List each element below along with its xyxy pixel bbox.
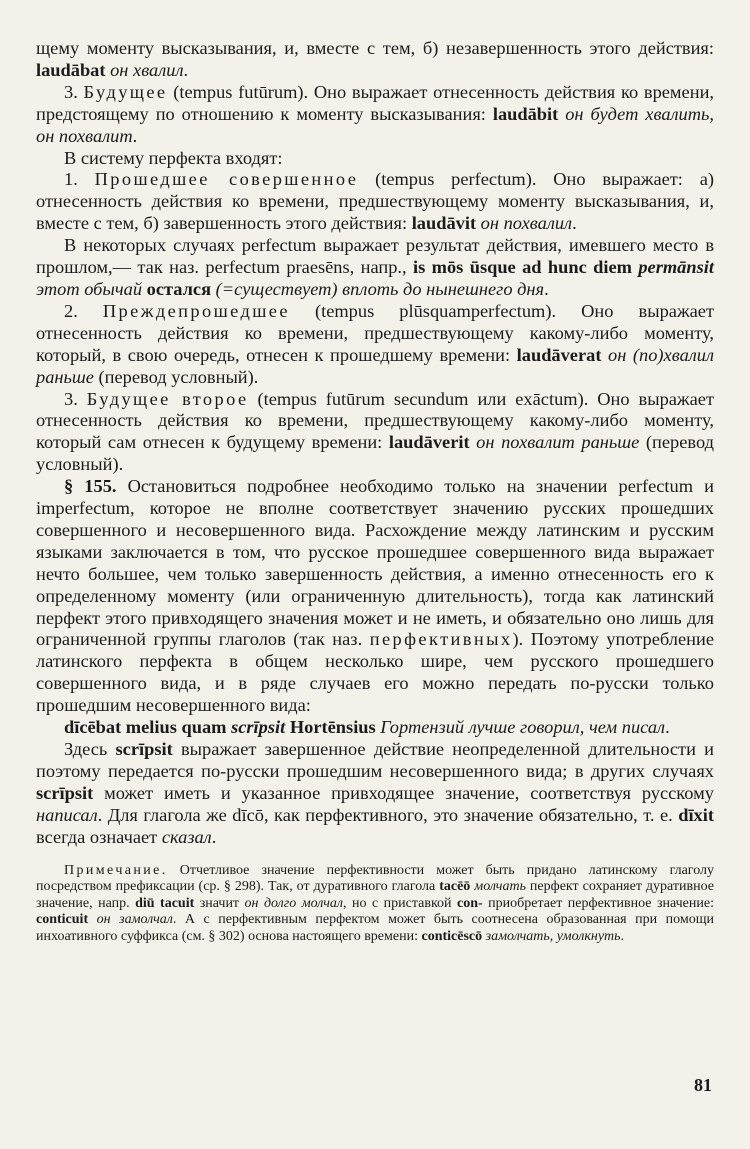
section-number: § 155. [64, 476, 117, 497]
paragraph-explanation: Здесь scrīpsit выражает завершенное действие неопределенной длительности и поэтому передается по-русски прошедшим несовершенного вида; в других случаях scrīpsit может иметь и указанное привходящее значение, соответствуя русскому написал. Для глагола же dīcō, как перфективного, это значение обязательно, т. е. dīxit всегда означает сказал. [36, 739, 714, 847]
paragraph-future-perfect: 3. Будущее второе (tempus futūrum secundum или exāctum). Оно выражает отнесенность действия ко времени, предшествующему какому-либо моменту, который сам отнесен к будущему времени: laudāverit он похвалит раньше (перевод условный). [36, 388, 715, 475]
paragraph-imperfect-end: щему моменту высказывания, и, вместе с тем, б) незавершенность этого действия: laudābat он хвалил. [36, 38, 714, 80]
paragraph-section-155: § 155. Остановиться подробнее необходимо только на значении perfectum и imperfectum, которое не вполне соответствует значению русских прошедших совершенного и несовершенного вида. Расхождение между латинским и русским языками заключается в том, что русское прошедшее совершенного вида выражает нечто большее, чем только завершенность действия, а именно отнесенность его к определенному моменту (или ограниченную длительность), тогда как латинский перфект этого привходящего значения может и не иметь, и обязательно оно лишь для ограниченной группы глаголов (так наз. перфективных). Поэтому употребление латинского перфекта в общем несколько шире, чем русского прошедшего совершенного вида, и в ряде случаев его можно передать по-русски только прошедшим несовершенного вида: [36, 476, 714, 716]
paragraph-example: dīcēbat melius quam scrīpsit Hortēnsius Гортензий лучше говорил, чем писал. [64, 717, 670, 738]
page-number: 81 [694, 1075, 712, 1095]
paragraph-perfect: 1. Прошедшее совершенное (tempus perfectum). Оно выражает: а) отнесенность действия ко времени, предшествующему моменту высказывания, и, вместе с тем, б) завершенность этого действия: laudāvit он похвалил. [36, 169, 715, 234]
paragraph-future: 3. Будущее (tempus futūrum). Оно выражает отнесенность действия ко времени, предстоящему по отношению к моменту высказывания: laudābit он будет хвалить, он похвалит. [36, 81, 715, 146]
paragraph-pluperfect: 2. Преждепрошедшее (tempus plūsquamperfectum). Оно выражает отнесенность действия ко времени, предшествующему какому-либо моменту, который, в свою очередь, отнесен к прошедшему времени: laudāverat он (по)хвалил раньше (перевод условный). [36, 300, 715, 387]
paragraph-perfect-system: В систему перфекта входят: [64, 147, 283, 168]
footnote: Примечание. Отчетливое значение перфективности может быть придано латинскому глаголу посредством префиксации (ср. § 298). Так, от дуративного глагола tacēō молчать перфект сохраняет дуративное значение, напр. diū tacuit значит он долго молчал, но с приставкой con- приобретает перфективное значение: conticuit он замолчал. А с перфективным перфектом может быть соотнесена образованная при помощи инхоативного суффикса (см. § 302) основа настоящего времени: conticēscō замолчать, умолкнуть. [36, 862, 714, 944]
paragraph-perfect-present: В некоторых случаях perfectum выражает результат действия, имевшего место в прошлом,— так наз. perfectum praesēns, напр., is mōs ūsque ad hunc diem permānsit этот обычай остался (=существует) вплоть до нынешнего дня. [36, 235, 714, 299]
